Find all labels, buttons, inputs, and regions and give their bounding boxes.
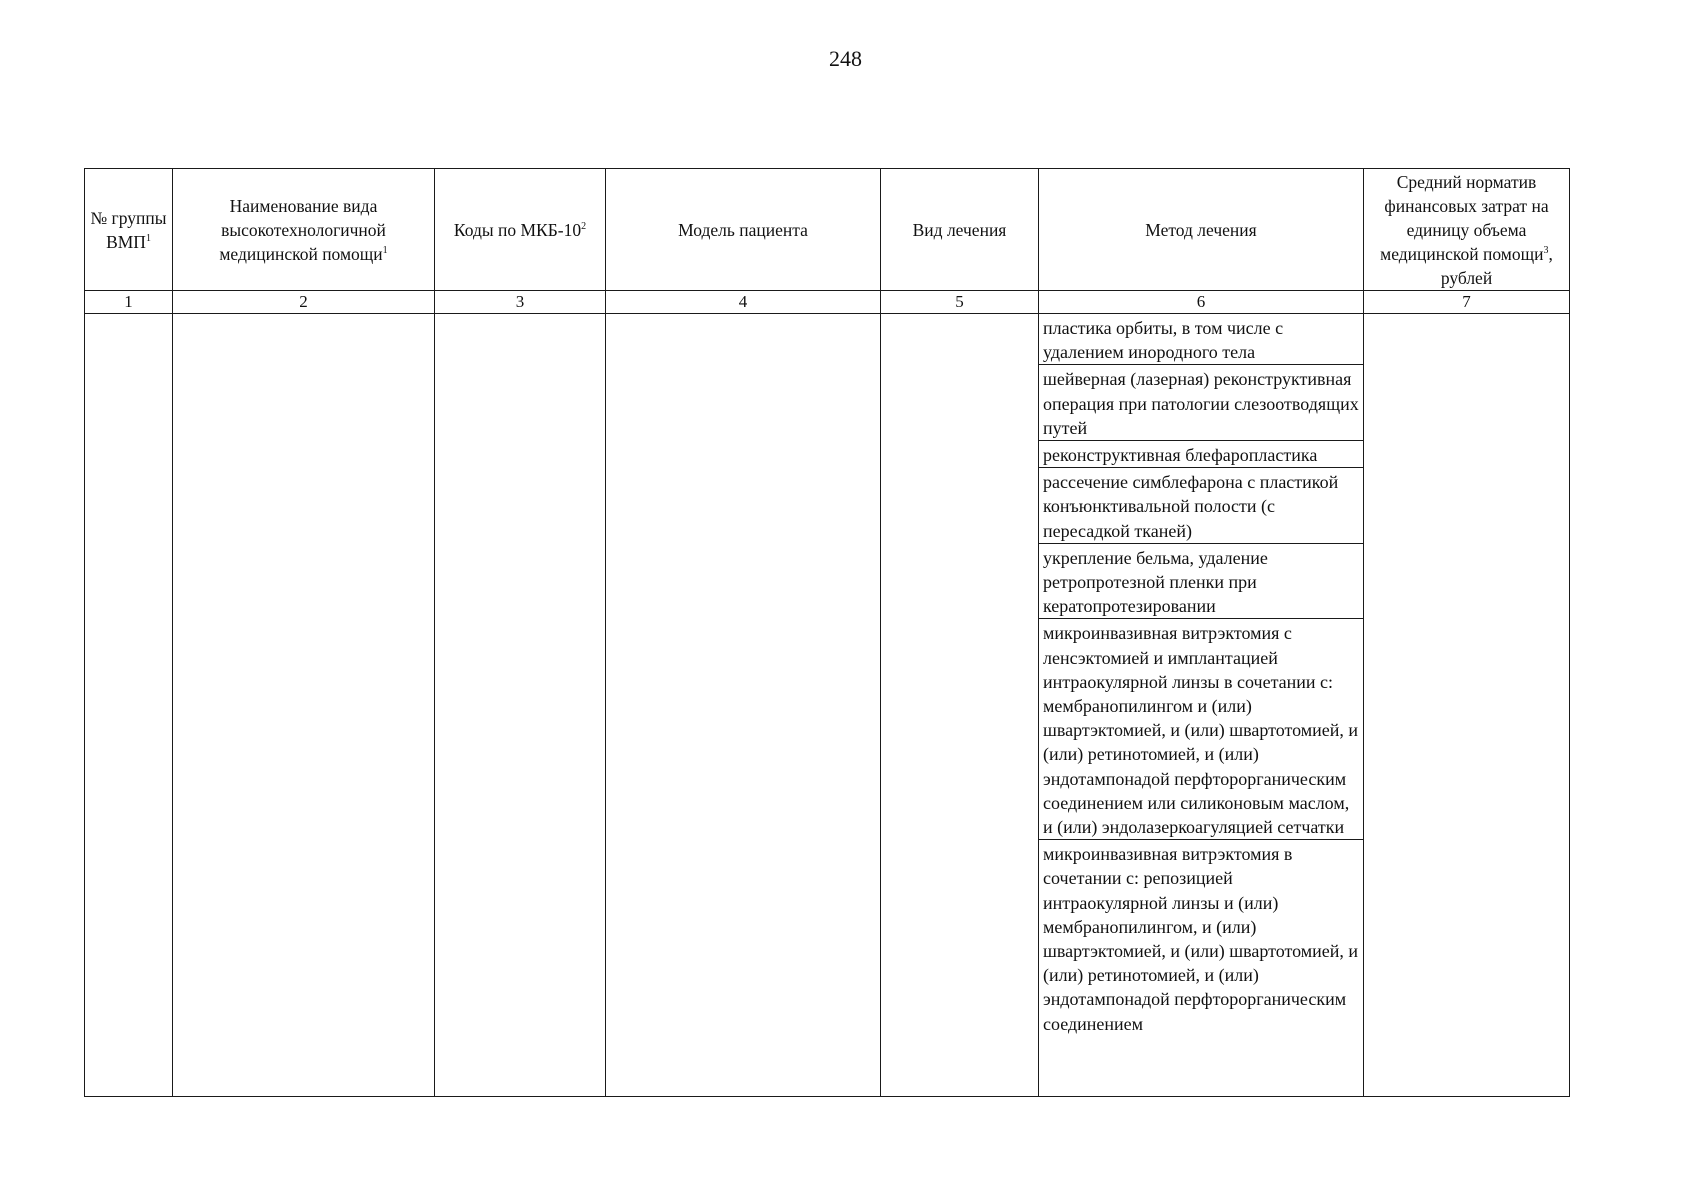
column-number: 3	[435, 291, 606, 314]
footnote-mark: 3	[1543, 244, 1549, 256]
column-number: 5	[881, 291, 1039, 314]
column-number-row	[85, 291, 1570, 314]
vmp-table	[84, 168, 1570, 1097]
header-icd-codes	[435, 169, 606, 291]
treatment-method-item: шейверная (лазерная) реконструктивная операция при патологии слезоотводящих путей	[1039, 365, 1363, 441]
column-number: 6	[1039, 291, 1364, 314]
treatment-method-item: микроинвазивная витрэктомия с ленсэктомией и имплантацией интраокулярной линзы в сочетании с: мембранопилингом и (или) швартэктомией, и (или) швартотомией, и (или) ретинотомией, и (или) эндотампонадой перфторорганическим соединением или силиконовым маслом, и (или) эндолазеркоагуляцией сетчатки	[1039, 619, 1363, 840]
header-cost-standard-text: Средний норматив финансовых затрат на единицу объема медицинской помощи	[1380, 171, 1549, 264]
header-patient-model	[606, 169, 881, 291]
header-patient-model-text: Модель пациента	[678, 219, 808, 240]
header-group-number-text: № группы ВМП	[90, 207, 167, 252]
treatment-methods-cell	[1039, 314, 1364, 1097]
header-treatment-method-text: Метод лечения	[1145, 219, 1257, 240]
treatment-method-item: реконструктивная блефаропластика	[1039, 441, 1363, 468]
care-type-name-cell	[173, 314, 435, 1097]
cost-standard-cell	[1364, 314, 1570, 1097]
header-care-type-name-text: Наименование вида высокотехнологичной медицинской помощи	[219, 195, 386, 264]
footnote-mark: 1	[382, 244, 388, 256]
treatment-method-item: рассечение симблефарона с пластикой конъюнктивальной полости (с пересадкой тканей)	[1039, 468, 1363, 544]
header-icd-codes-text: Коды по МКБ-10	[453, 219, 582, 240]
header-care-type-name	[173, 169, 435, 291]
column-number: 1	[85, 291, 173, 314]
header-cost-standard	[1364, 169, 1570, 291]
treatment-type-cell	[881, 314, 1039, 1097]
header-group-number	[85, 169, 173, 291]
page-number: 248	[829, 46, 862, 71]
treatment-method-item: пластика орбиты, в том числе с удалением инородного тела	[1039, 314, 1363, 365]
table-row	[85, 314, 1570, 1097]
header-treatment-method	[1039, 169, 1364, 291]
header-treatment-type-text: Вид лечения	[912, 219, 1007, 240]
icd-codes-cell	[435, 314, 606, 1097]
column-number: 4	[606, 291, 881, 314]
treatment-method-item: укрепление бельма, удаление ретропротезной пленки при кератопротезировании	[1039, 544, 1363, 620]
footnote-mark: 2	[581, 220, 587, 232]
header-cost-standard-unit: , рублей	[1440, 243, 1553, 288]
column-number: 2	[173, 291, 435, 314]
group-number-cell	[85, 314, 173, 1097]
header-treatment-type	[881, 169, 1039, 291]
header-row	[85, 169, 1570, 291]
column-number: 7	[1364, 291, 1570, 314]
treatment-method-item: микроинвазивная витрэктомия в сочетании с: репозицией интраокулярной линзы и (или) мембранопилингом, и (или) швартэктомией, и (или) швартотомией, и (или) ретинотомией, и (или) эндотампонадой перфторорганическим соединением	[1043, 844, 1359, 1034]
footnote-mark: 1	[145, 232, 151, 244]
patient-model-cell	[606, 314, 881, 1097]
